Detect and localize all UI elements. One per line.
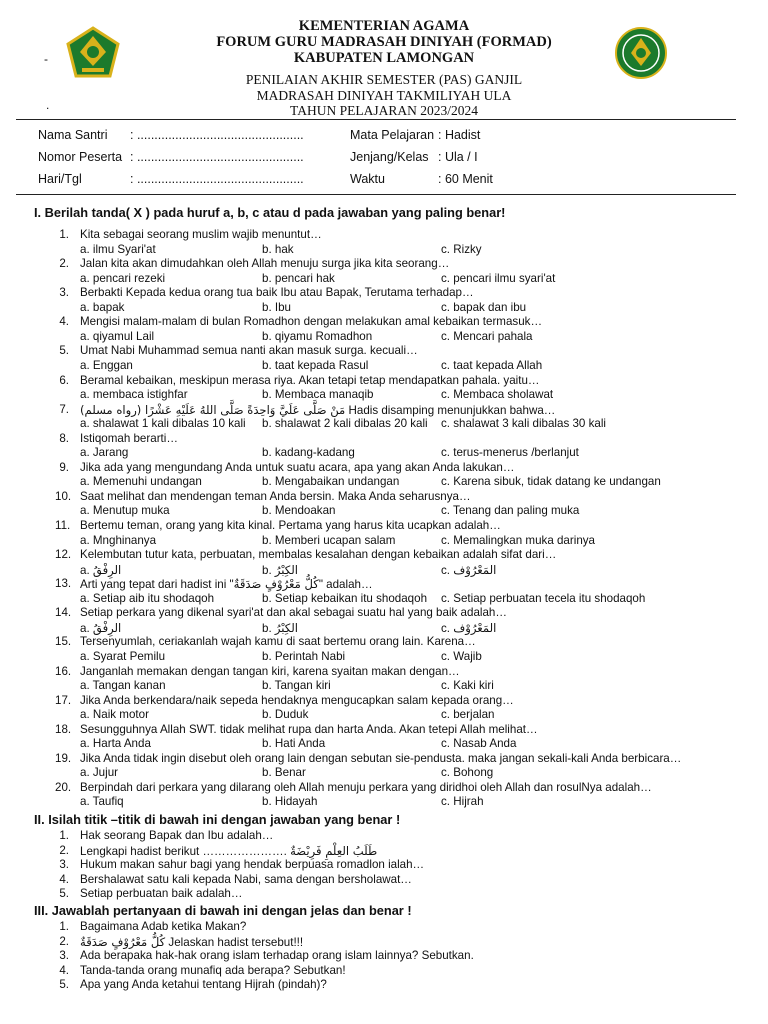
option-c[interactable]: [441, 504, 579, 517]
option-a[interactable]: [80, 592, 214, 605]
option-b[interactable]: [262, 563, 298, 577]
option-letter: c. Hijrah: [441, 795, 484, 809]
essay-item: [80, 935, 303, 949]
option-letter: c. berjalan: [441, 708, 495, 722]
fill-in-item: [80, 844, 377, 858]
question-number: 6.: [59, 373, 69, 387]
option-letter: a. Memenuhi undangan: [80, 475, 202, 489]
item-number: 5.: [59, 978, 69, 992]
letterhead: [0, 18, 768, 66]
question-number: 11.: [55, 519, 71, 532]
item-text: Hukum makan sahur bagi yang hendak berpuasa romadlon ialah…: [80, 858, 425, 872]
stray-mark: .: [46, 98, 50, 112]
option-b[interactable]: [262, 679, 331, 692]
option-letter: c. terus-menerus /berlanjut: [441, 446, 579, 460]
option-letter: c. shalawat 3 kali dibalas 30 kali: [441, 417, 606, 431]
mapel-value: : Hadist: [438, 128, 481, 142]
option-letter: b. Benar: [262, 766, 306, 780]
option-letter: b.: [262, 621, 272, 635]
question-text: Mengisi malam-malam di bulan Romadhon dengan melakukan amal kebaikan termasuk…: [80, 315, 543, 329]
option-a[interactable]: [80, 621, 121, 635]
section-2-title: II. Isilah titik –titik di bawah ini dengan jawaban yang benar !: [34, 812, 401, 827]
option-c[interactable]: [441, 795, 484, 808]
fill-in-item: [80, 873, 412, 886]
nama-label: Nama Santri: [38, 128, 108, 142]
letterhead-line2: FORUM GURU MADRASAH DINIYAH (FORMAD): [216, 34, 552, 50]
nomor-label: Nomor Peserta: [38, 150, 123, 164]
question-number: 20.: [55, 780, 72, 794]
item-text: Ada berapaka hak-hak orang islam terhadap orang islam lainnya? Sebutkan.: [80, 949, 474, 963]
option-b[interactable]: [262, 534, 395, 547]
option-b[interactable]: [262, 766, 306, 779]
item-text: Setiap perbuatan baik adalah…: [80, 887, 243, 901]
question-text: Jika Anda berkendara/naik sepeda hendaknya mengucapkan salam kepada orang…: [80, 693, 514, 707]
option-b[interactable]: [262, 417, 428, 430]
option-a[interactable]: [80, 272, 165, 285]
option-letter: a. Menutup muka: [80, 504, 170, 518]
option-b[interactable]: [262, 650, 345, 663]
option-letter: a. Setiap aib itu shodaqoh: [80, 591, 215, 605]
option-a[interactable]: [80, 679, 166, 692]
hari-label: Hari/Tgl: [38, 172, 82, 186]
question-text: Setiap perkara yang dikenal syari'at dan akal sebagai suatu hal yang baik adalah…: [80, 606, 507, 620]
question-text: Tersenyumlah, ceriakanlah wajah kamu di saat bertemu orang lain. Karena…: [80, 635, 476, 649]
question-number: 5.: [59, 344, 69, 358]
question-number: 15.: [55, 635, 72, 649]
arabic-hadith: كُلُّ مَعْرُوْفٍ صَدَقَةٌ: [80, 934, 166, 949]
exam-subtitle-3: TAHUN PELAJARAN 2023/2024: [290, 103, 478, 118]
letterhead-line1: KEMENTERIAN AGAMA: [298, 18, 470, 34]
option-c[interactable]: [441, 679, 494, 692]
option-letter: c. Membaca sholawat: [441, 388, 554, 402]
option-letter: a. Enggan: [80, 358, 133, 372]
question-number: 2.: [59, 257, 69, 271]
option-c[interactable]: [441, 446, 579, 459]
exam-subtitle-2: MADRASAH DINIYAH TAKMILIYAH ULA: [256, 87, 512, 103]
exam-subtitle: [0, 72, 768, 119]
option-letter: a. Syarat Pemilu: [80, 649, 166, 663]
option-b[interactable]: [262, 388, 374, 401]
option-c[interactable]: [441, 388, 553, 401]
item-number: 2.: [59, 843, 69, 857]
question-text: Kelembutan tutur kata, perbuatan, membalas kesalahan dengan kebaikan adalah sifat dari…: [80, 548, 557, 562]
option-letter: a. Harta Anda: [80, 737, 151, 751]
question-text: Berbakti Kepada kedua orang tua baik Ibu atau Bapak, Terutama terhadap…: [80, 286, 474, 300]
option-arabic: المَعْرُوْف: [453, 620, 497, 635]
option-letter: a. membaca istighfar: [80, 388, 188, 402]
option-c[interactable]: [441, 766, 493, 779]
item-text: Hak seorang Bapak dan Ibu adalah…: [80, 829, 274, 842]
question-number: 9.: [59, 460, 69, 474]
option-letter: a.: [80, 621, 90, 635]
question-text-part: " adalah…: [318, 578, 373, 592]
question-text: Janganlah memakan dengan tangan kiri, karena syaitan makan dengan…: [80, 664, 460, 678]
fill-in-item: [80, 829, 273, 842]
question-text: Bertemu teman, orang yang kita kinal. Pertama yang harus kita ucapkan adalah…: [80, 519, 501, 532]
option-letter: a. Taufiq: [80, 795, 124, 809]
option-a[interactable]: [80, 534, 156, 547]
option-c[interactable]: [441, 359, 542, 372]
option-letter: c. Rizky: [441, 242, 482, 256]
question-number: 13.: [55, 577, 72, 591]
option-c[interactable]: [441, 708, 495, 721]
option-b[interactable]: [262, 621, 298, 635]
section-3-title: III. Jawablah pertanyaan di bawah ini dengan jelas dan benar !: [34, 903, 412, 918]
section-1-title: I. Berilah tanda( X ) pada huruf a, b, c atau d pada jawaban yang paling benar!: [34, 205, 506, 220]
option-letter: b. Hati Anda: [262, 737, 326, 751]
mapel-label: Mata Pelajaran: [350, 128, 435, 142]
option-letter: a. qiyamul Lail: [80, 329, 155, 343]
option-letter: a. pencari rezeki: [80, 271, 166, 285]
fill-in-item: [80, 858, 424, 871]
fill-in-item: [80, 887, 242, 900]
option-letter: a. ilmu Syari'at: [80, 242, 156, 256]
question-number: 14.: [55, 606, 72, 620]
option-arabic: الرِفْقُ: [92, 620, 122, 635]
option-letter: a. Naik motor: [80, 708, 149, 722]
option-c[interactable]: [441, 563, 496, 577]
option-letter: b. Duduk: [262, 708, 309, 722]
option-letter: b. Memberi ucapan salam: [262, 533, 396, 547]
option-letter: b. Mengabaikan undangan: [262, 475, 400, 489]
item-number: 1.: [59, 920, 69, 933]
option-letter: b. kadang-kadang: [262, 446, 355, 460]
option-b[interactable]: [262, 446, 355, 459]
question-text: Jika ada yang mengundang Anda untuk suatu acara, apa yang akan Anda lakukan…: [80, 460, 515, 474]
divider: [16, 119, 736, 120]
option-letter: b. hak: [262, 242, 294, 256]
option-c[interactable]: [441, 272, 555, 285]
option-a[interactable]: [80, 795, 124, 808]
option-a[interactable]: [80, 766, 118, 779]
question-text: [80, 577, 373, 591]
option-a[interactable]: [80, 330, 154, 343]
option-a[interactable]: [80, 504, 170, 517]
item-text: Bagaimana Adab ketika Makan?: [80, 920, 247, 933]
option-letter: b. shalawat 2 kali dibalas 20 kali: [262, 417, 428, 431]
option-letter: c. taat kepada Allah: [441, 358, 543, 372]
option-letter: b. Setiap kebaikan itu shodaqoh: [262, 591, 428, 605]
item-text: Lengkapi hadist berikut ………………….: [80, 844, 287, 858]
option-a[interactable]: [80, 737, 151, 750]
question-text: Jalan kita akan dimudahkan oleh Allah menuju surga jika kita seorang…: [80, 257, 450, 271]
option-arabic: المَعْرُوْف: [453, 562, 497, 577]
option-b[interactable]: [262, 504, 335, 517]
option-a[interactable]: [80, 417, 246, 430]
option-a[interactable]: [80, 359, 133, 372]
question-number: 7.: [59, 402, 69, 416]
waktu-label: Waktu: [350, 172, 385, 186]
option-c[interactable]: [441, 534, 595, 547]
option-letter: c. Karena sibuk, tidak datang ke undangan: [441, 475, 661, 489]
option-letter: b. Ibu: [262, 300, 292, 314]
option-letter: b. Mendoakan: [262, 504, 336, 518]
question-text-part: Hadis disamping menunjukkan bahwa…: [348, 403, 556, 417]
question-text: Jika Anda tidak ingin disebut oleh orang lain dengan sebutan sie-pendusta. maka jangan sekali-kali Anda berbicara…: [80, 751, 682, 765]
question-text: Saat melihat dan mendengan teman Anda bersin. Maka Anda seharusnya…: [80, 489, 471, 503]
option-a[interactable]: [80, 301, 124, 314]
option-a[interactable]: [80, 475, 202, 488]
option-letter: a. Jujur: [80, 766, 119, 780]
option-letter: c. Bohong: [441, 766, 494, 780]
option-letter: c. Nasab Anda: [441, 737, 517, 751]
question-number: 4.: [59, 315, 69, 329]
stray-mark: -: [44, 52, 48, 66]
question-text: Istiqomah berarti…: [80, 431, 178, 445]
option-a[interactable]: [80, 243, 156, 256]
arabic-hadith: كُلُّ مَعْرُوْفٍ صَدَقَةٌ: [233, 577, 319, 592]
option-c[interactable]: [441, 621, 496, 635]
question-number: 3.: [59, 286, 69, 300]
option-a[interactable]: [80, 446, 128, 459]
option-letter: c. Tenang dan paling muka: [441, 504, 580, 518]
question-text: Umat Nabi Muhammad semua nanti akan masuk surga. kecuali…: [80, 344, 418, 358]
option-c[interactable]: [441, 475, 661, 488]
option-letter: c. Mencari pahala: [441, 329, 533, 343]
option-letter: a. Jarang: [80, 446, 129, 460]
option-letter: b. pencari hak: [262, 271, 335, 285]
jenjang-label: Jenjang/Kelas: [350, 150, 429, 164]
question-number: 19.: [55, 751, 72, 765]
option-b[interactable]: [262, 272, 335, 285]
option-letter: b.: [262, 563, 272, 577]
question-number: 16.: [55, 664, 72, 678]
question-text: Beramal kebaikan, meskipun merasa riya. Akan tetapi tetap mendapatkan pahala. yaitu…: [80, 373, 540, 387]
question-text-part: Arti yang tepat dari hadist ini ": [80, 578, 234, 592]
item-number: 3.: [59, 949, 69, 963]
question-number: 12.: [55, 548, 72, 562]
item-number: 5.: [59, 887, 69, 901]
option-letter: c. bapak dan ibu: [441, 300, 527, 314]
item-number: 4.: [59, 963, 69, 977]
option-b[interactable]: [262, 708, 308, 721]
letterhead-line3: KABUPATEN LAMONGAN: [293, 50, 475, 66]
option-b[interactable]: [262, 737, 325, 750]
option-arabic: الرِفْقُ: [92, 562, 122, 577]
option-letter: a. Tangan kanan: [80, 679, 166, 693]
option-letter: a. shalawat 1 kali dibalas 10 kali: [80, 417, 246, 431]
jenjang-value: : Ula / I: [438, 150, 478, 164]
option-letter: c. Kaki kiri: [441, 679, 494, 693]
option-a[interactable]: [80, 388, 188, 401]
item-number: 4.: [59, 872, 69, 886]
question-number: 8.: [59, 431, 69, 445]
item-text: Bershalawat satu kali kepada Nabi, sama dengan bersholawat…: [80, 872, 412, 886]
question-text: Sesungguhnya Allah SWT. tidak melihat rupa dan harta Anda. Akan tetepi Allah melihat…: [80, 722, 538, 736]
option-c[interactable]: [441, 592, 645, 605]
item-text: Apa yang Anda ketahui tentang Hijrah (pindah)?: [80, 978, 327, 992]
waktu-value: : 60 Menit: [438, 172, 493, 186]
option-letter: b. Tangan kiri: [262, 679, 331, 693]
option-letter: b. qiyamu Romadhon: [262, 329, 373, 343]
item-text: Tanda-tanda orang munafiq ada berapa? Sebutkan!: [80, 963, 346, 977]
option-letter: a. Mnghinanya: [80, 533, 157, 547]
question-number: 10.: [55, 489, 72, 503]
option-letter: c. Setiap perbuatan tecela itu shodaqoh: [441, 591, 646, 605]
arabic-hadith: مَنْ صَلَّى عَلَيَّ وَاحِدَةً صَلَّى اللهُ عَلَيْهِ عَشْرًا (رواه مسلم): [80, 402, 346, 417]
option-letter: b. Hidayah: [262, 795, 318, 809]
divider: [16, 194, 736, 195]
option-c[interactable]: [441, 650, 482, 663]
question-text: Kita sebagai seorang muslim wajib menuntut…: [80, 228, 322, 241]
option-b[interactable]: [262, 301, 291, 314]
option-letter: c. pencari ilmu syari'at: [441, 271, 556, 285]
option-letter: c. Wajib: [441, 649, 482, 663]
essay-item: [80, 920, 246, 933]
option-b[interactable]: [262, 795, 317, 808]
nama-field[interactable]: : ................................................: [130, 128, 304, 142]
question-text: [80, 403, 555, 417]
option-c[interactable]: [441, 243, 482, 256]
option-c[interactable]: [441, 737, 516, 750]
hari-field[interactable]: : ................................................: [130, 172, 304, 186]
nomor-field[interactable]: : ................................................: [130, 150, 304, 164]
option-letter: c.: [441, 621, 451, 635]
item-number: 1.: [59, 829, 69, 842]
essay-item: [80, 964, 346, 977]
option-c[interactable]: [441, 301, 526, 314]
item-text: Jelaskan hadist tersebut!!!: [168, 935, 304, 949]
option-letter: c. Memalingkan muka darinya: [441, 533, 596, 547]
option-b[interactable]: [262, 330, 372, 343]
question-number: 18.: [55, 722, 72, 736]
option-b[interactable]: [262, 243, 294, 256]
option-letter: b. Membaca manaqib: [262, 388, 374, 402]
arabic-hadith: طَلَبُ العِلْمِ فَرِيْضَةٌ: [290, 843, 378, 858]
question-number: 17.: [55, 693, 72, 707]
option-letter: c.: [441, 563, 451, 577]
exam-subtitle-1: PENILAIAN AKHIR SEMESTER (PAS) GANJIL: [245, 72, 523, 87]
option-c[interactable]: [441, 330, 533, 343]
option-c[interactable]: [441, 417, 606, 430]
option-letter: b. Perintah Nabi: [262, 649, 346, 663]
essay-item: [80, 978, 327, 991]
option-letter: b. taat kepada Rasul: [262, 358, 369, 372]
option-letter: a.: [80, 563, 90, 577]
option-letter: a. bapak: [80, 300, 125, 314]
option-b[interactable]: [262, 359, 368, 372]
option-a[interactable]: [80, 563, 121, 577]
option-a[interactable]: [80, 650, 165, 663]
question-number: 1.: [59, 228, 69, 241]
item-number: 3.: [59, 858, 69, 872]
option-a[interactable]: [80, 708, 149, 721]
option-arabic: الكِبْرُ: [274, 562, 298, 577]
essay-item: [80, 949, 474, 962]
question-text: Berpindah dari perkara yang dilarang oleh Allah menuju perkara yang diridhoi oleh Allah dan rosulNya adalah…: [80, 780, 652, 794]
option-arabic: الكِبْرُ: [274, 620, 298, 635]
item-number: 2.: [59, 934, 69, 948]
option-b[interactable]: [262, 475, 399, 488]
option-b[interactable]: [262, 592, 427, 605]
